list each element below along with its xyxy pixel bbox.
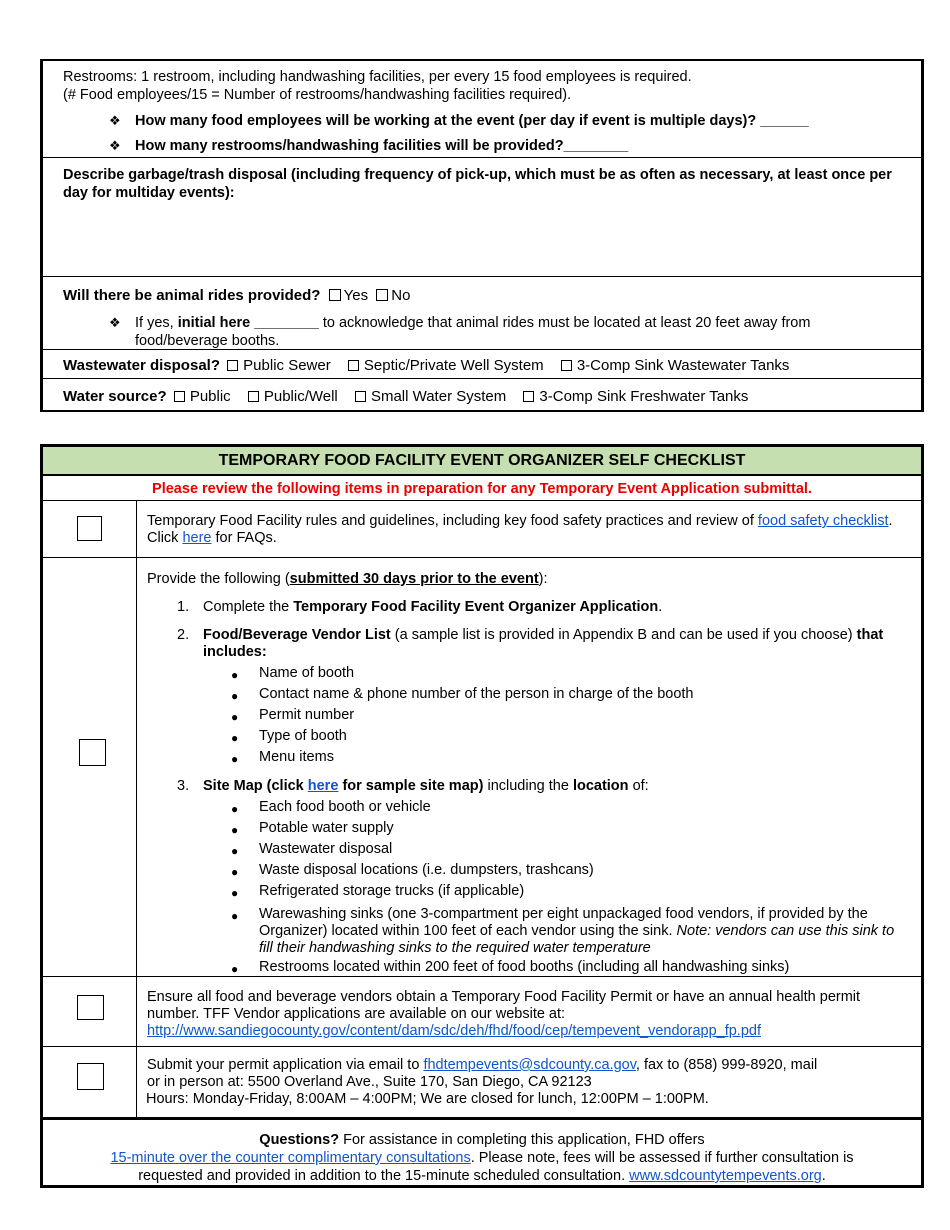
- wastewater-tanks-checkbox[interactable]: [561, 360, 572, 371]
- restrooms-item: Restrooms located within 200 feet of food booths (including all handwashing sinks): [259, 959, 790, 975]
- vendor-list-title: Food/Beverage Vendor List: [203, 627, 391, 643]
- item-number: 3.: [177, 778, 190, 794]
- for-faqs-text: for FAQs.: [215, 530, 277, 546]
- vendor-permits-line-2: number. TFF Vendor applications are available on our website at:: [147, 1006, 566, 1022]
- questions-label: Questions?: [259, 1132, 340, 1148]
- restrooms-line-1: Restrooms: 1 restroom, including handwashing facilities, per every 15 food employees is required.: [63, 69, 692, 85]
- provide-intro-text: Provide the following (: [147, 571, 290, 587]
- animal-rides-section: [43, 277, 921, 350]
- animal-rides-label: Will there be animal rides provided?: [63, 287, 321, 304]
- consultation-note: requested and provided in addition to the 15-minute scheduled consultation.: [138, 1168, 626, 1184]
- faq-here-link[interactable]: here: [182, 530, 212, 546]
- vendor-permits-checkbox[interactable]: [77, 995, 104, 1020]
- animal-rides-note: to acknowledge that animal rides must be located at least 20 feet away from food/beverage booths.: [135, 315, 811, 349]
- wastewater-row: [63, 357, 901, 375]
- restrooms-question[interactable]: How many restrooms/handwashing facilities will be provided?________: [135, 138, 629, 154]
- event-details-form: [40, 59, 924, 412]
- bullet-dot-icon: ●: [231, 962, 239, 976]
- provide-intro: [147, 571, 905, 588]
- site-map-here-link[interactable]: here: [307, 778, 339, 794]
- including-the-text: including the: [487, 778, 569, 794]
- septic-label: Septic/Private Well System: [363, 357, 544, 374]
- diamond-bullet-icon: ❖: [109, 113, 121, 128]
- wastewater-tanks-label: 3-Comp Sink Wastewater Tanks: [576, 357, 790, 374]
- small-water-system-label: Small Water System: [370, 388, 507, 405]
- no-checkbox[interactable]: [376, 289, 388, 301]
- vendor-list-item: Permit number: [259, 707, 355, 723]
- location-text: location: [572, 778, 629, 794]
- checklist-row-submit: [43, 1047, 921, 1118]
- provide-checkbox[interactable]: [79, 739, 106, 766]
- warewashing-item: [259, 906, 909, 957]
- if-yes-text: If yes,: [135, 315, 174, 331]
- of-text: of:: [632, 778, 649, 794]
- website-link[interactable]: www.sdcountytempevents.org: [629, 1168, 822, 1184]
- warewashing-line-1: Warewashing sinks (one 3-compartment per eight unpackaged food vendors, if provided by the: [259, 906, 868, 922]
- vendor-permits-line-1: Ensure all food and beverage vendors obtain a Temporary Food Facility Permit or have an annual health permit: [147, 989, 861, 1005]
- address-text: or in person at: 5500 Overland Ave., Suite 170, San Diego, CA 92123: [147, 1074, 592, 1090]
- email-link[interactable]: fhdtempevents@sdcounty.ca.gov: [423, 1057, 636, 1073]
- item1-prefix: Complete the: [203, 599, 290, 615]
- checklist-title: TEMPORARY FOOD FACILITY EVENT ORGANIZER SELF CHECKLIST: [43, 447, 921, 476]
- site-map-item: Each food booth or vehicle: [259, 799, 431, 815]
- site-map-item: Waste disposal locations (i.e. dumpsters, trashcans): [259, 862, 594, 878]
- public-well-label: Public/Well: [263, 388, 338, 405]
- public-water-checkbox[interactable]: [174, 391, 185, 402]
- water-source-section: [43, 379, 921, 410]
- organizer-self-checklist: [40, 444, 924, 1188]
- checkbox-cell: [43, 1047, 137, 1117]
- vendor-list-item: Type of booth: [259, 728, 347, 744]
- wastewater-label: Wastewater disposal?: [63, 357, 220, 374]
- rules-checkbox[interactable]: [77, 516, 102, 541]
- freshwater-tanks-checkbox[interactable]: [523, 391, 534, 402]
- yes-label: Yes: [343, 287, 369, 304]
- small-water-system-checkbox[interactable]: [355, 391, 366, 402]
- vendor-list-item: Name of booth: [259, 665, 355, 681]
- public-well-checkbox[interactable]: [248, 391, 259, 402]
- item-number: 2.: [177, 627, 190, 643]
- bullet-dot-icon: ●: [231, 689, 239, 703]
- diamond-bullet-icon: ❖: [109, 138, 121, 153]
- site-map-item: Refrigerated storage trucks (if applicable): [259, 883, 525, 899]
- checklist-row-rules: [43, 501, 921, 558]
- bullet-dot-icon: ●: [231, 668, 239, 682]
- bullet-dot-icon: ●: [231, 802, 239, 816]
- bullet-dot-icon: ●: [231, 865, 239, 879]
- bullet-dot-icon: ●: [231, 752, 239, 766]
- diamond-bullet-icon: ❖: [109, 315, 121, 330]
- questions-rest: For assistance in completing this application, FHD offers: [343, 1132, 705, 1148]
- submit-text: [147, 1057, 905, 1108]
- vendor-permits-text: [147, 989, 905, 1040]
- rules-text: Temporary Food Facility rules and guidelines, including key food safety practices and review of food safety checklist. Click here for FAQs.: [147, 513, 893, 546]
- provide-intro-end: ):: [538, 571, 548, 587]
- submit-checkbox[interactable]: [77, 1063, 104, 1090]
- restrooms-line-2: (# Food employees/15 = Number of restrooms/handwashing facilities required).: [63, 87, 572, 103]
- thirty-days-text: submitted 30 days prior to the event: [289, 571, 539, 587]
- food-safety-checklist-link[interactable]: food safety checklist: [757, 513, 889, 529]
- period-text: .: [821, 1168, 826, 1184]
- fees-note: . Please note, fees will be assessed if further consultation is: [470, 1150, 854, 1166]
- checkbox-cell: [43, 977, 137, 1046]
- rules-description: Temporary Food Facility rules and guidelines, including key food safety practices and review of: [147, 513, 754, 529]
- initial-here-field[interactable]: initial here ________: [177, 315, 319, 331]
- vendor-list-note: (a sample list is provided in Appendix B and can be used if you choose): [394, 627, 853, 643]
- site-map-item: Wastewater disposal: [259, 841, 393, 857]
- site-map-sample-text: for sample site map): [342, 778, 484, 794]
- warewashing-note: Note: vendors can use this sink to fill their handwashing sinks to the required water temperature: [259, 923, 895, 956]
- employees-question[interactable]: How many food employees will be working at the event (per day if event is multiple days)? ______: [135, 113, 809, 129]
- questions-footer: [43, 1118, 921, 1187]
- consultations-link[interactable]: 15-minute over the counter complimentary consultations: [110, 1150, 471, 1166]
- site-map-item: Potable water supply: [259, 820, 394, 836]
- public-sewer-label: Public Sewer: [243, 357, 331, 374]
- animal-rides-question: [63, 287, 901, 305]
- site-map-title: Site Map (click: [203, 778, 304, 794]
- checklist-row-vendor-permits: [43, 977, 921, 1047]
- item-site-map: [203, 778, 649, 795]
- garbage-question: Describe garbage/trash disposal (including frequency of pick-up, which must be as often as necessary, at least once per day for multiday events):: [63, 167, 892, 201]
- warewashing-line-2: Organizer) located within 100 feet of each vendor using the sink.: [259, 923, 673, 939]
- vendor-application-link[interactable]: http://www.sandiegocounty.gov/content/dam/sdc/deh/fhd/food/cep/tempevent_vendorapp_fp.pdf: [147, 1023, 761, 1039]
- bullet-dot-icon: ●: [231, 886, 239, 900]
- bullet-dot-icon: ●: [231, 844, 239, 858]
- animal-rides-acknowledgement[interactable]: [135, 314, 881, 350]
- yes-checkbox[interactable]: [329, 289, 341, 301]
- public-sewer-checkbox[interactable]: [227, 360, 238, 371]
- bullet-dot-icon: ●: [231, 731, 239, 745]
- wastewater-section: [43, 350, 921, 379]
- questions-text: [43, 1131, 921, 1185]
- water-source-row: [63, 388, 901, 406]
- click-text: Click: [147, 530, 179, 546]
- that-text: that: [856, 627, 884, 643]
- item-number: 1.: [177, 599, 190, 615]
- public-water-label: Public: [189, 388, 231, 405]
- restrooms-section: [43, 61, 921, 158]
- checklist-row-provide: [43, 558, 921, 977]
- submit-line-1: Submit your permit application via email to: [147, 1057, 420, 1073]
- checkbox-cell: [43, 558, 137, 976]
- checkbox-cell: [43, 501, 137, 557]
- includes-text: includes:: [203, 644, 267, 660]
- septic-checkbox[interactable]: [348, 360, 359, 371]
- organizer-application-text: Temporary Food Facility Event Organizer Application: [293, 599, 659, 615]
- freshwater-tanks-label: 3-Comp Sink Freshwater Tanks: [539, 388, 749, 405]
- bullet-dot-icon: ●: [231, 710, 239, 724]
- garbage-section[interactable]: [43, 158, 921, 277]
- hours-text: Hours: Monday-Friday, 8:00AM – 4:00PM; We are closed for lunch, 12:00PM – 1:00PM.: [146, 1091, 709, 1107]
- bullet-dot-icon: ●: [231, 823, 239, 837]
- water-source-label: Water source?: [63, 388, 167, 405]
- item-vendor-list: [203, 627, 903, 661]
- item-application: Complete the Temporary Food Facility Event Organizer Application.: [203, 599, 663, 615]
- bullet-dot-icon: ●: [231, 909, 239, 923]
- vendor-list-item: Menu items: [259, 749, 334, 765]
- vendor-list-item: Contact name & phone number of the person in charge of the booth: [259, 686, 694, 702]
- restrooms-requirement: [63, 68, 901, 104]
- fax-mail-text: , fax to (858) 999-8920, mail: [635, 1057, 818, 1073]
- no-label: No: [391, 287, 411, 304]
- checklist-subtitle: Please review the following items in preparation for any Temporary Event Application submittal.: [43, 476, 921, 501]
